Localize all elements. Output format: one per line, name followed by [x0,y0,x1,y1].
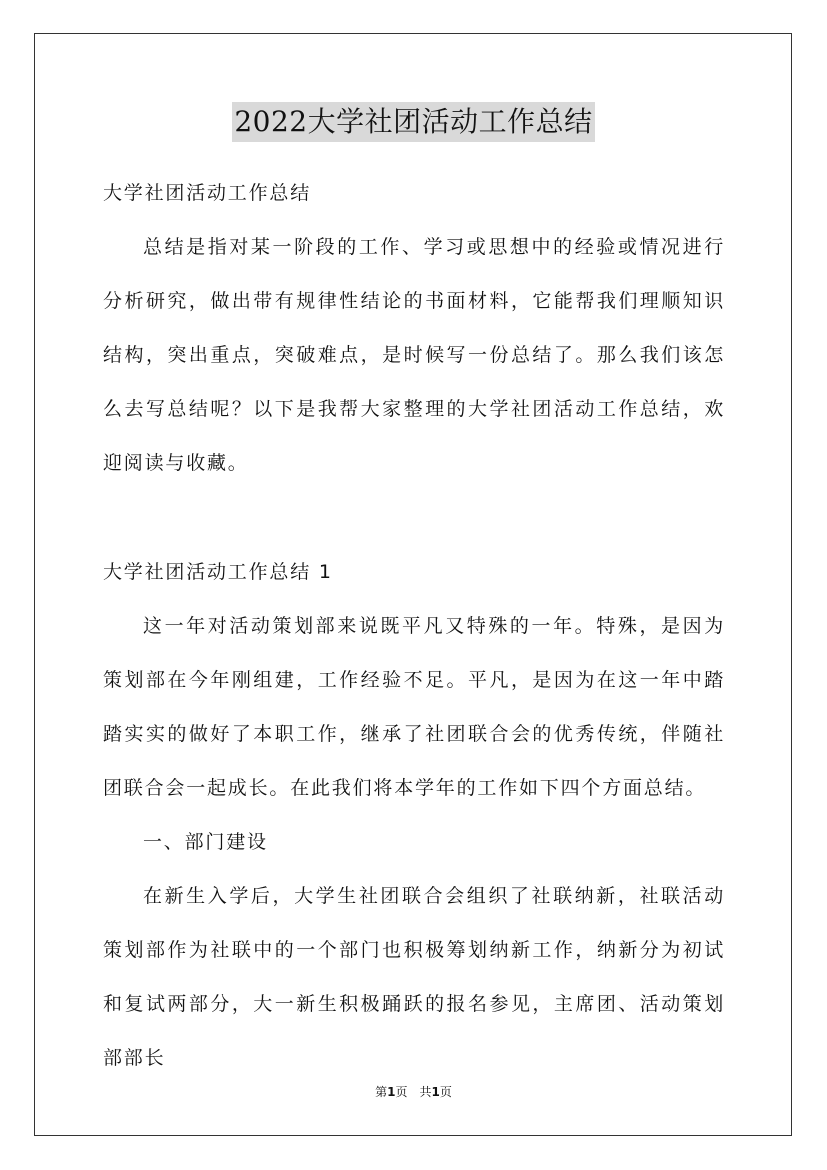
footer-total-pages: 1 [431,1085,440,1099]
section-paragraph-2: 在新生入学后，大学生社团联合会组织了社联纳新，社联活动策划部作为社联中的一个部门也积极筹划纳新工作，纳新分为初试和复试两部分，大一新生积极踊跃的报名参见，主席团、活动策划部部长 [103,885,725,1069]
footer-current-page: 1 [387,1085,396,1099]
footer-prefix: 第 [375,1085,388,1099]
document-subtitle: 大学社团活动工作总结 [103,182,312,204]
document-title: 2022大学社团活动工作总结 [232,102,594,142]
intro-paragraph: 总结是指对某一阶段的工作、学习或思想中的经验或情况进行分析研究，做出带有规律性结论的书面材料，它能帮我们理顺知识结构，突出重点，突破难点，是时候写一份总结了。那么我们该怎么去写总结呢？以下是我帮大家整理的大学社团活动工作总结，欢迎阅读与收藏。 [103,236,725,474]
section-paragraph-1: 这一年对活动策划部来说既平凡又特殊的一年。特殊，是因为策划部在今年刚组建，工作经验不足。平凡，是因为在这一年中踏踏实实的做好了本职工作，继承了社团联合会的优秀传统，伴随社团联合会一起成长。在此我们将本学年的工作如下四个方面总结。 [103,615,725,799]
section-heading: 大学社团活动工作总结 1 [103,561,333,583]
footer-mid: 页 共 [395,1085,432,1099]
page-footer [0,1084,827,1100]
title-container [0,102,827,142]
subheading-department: 一、部门建设 [143,831,268,853]
footer-suffix: 页 [439,1085,452,1099]
